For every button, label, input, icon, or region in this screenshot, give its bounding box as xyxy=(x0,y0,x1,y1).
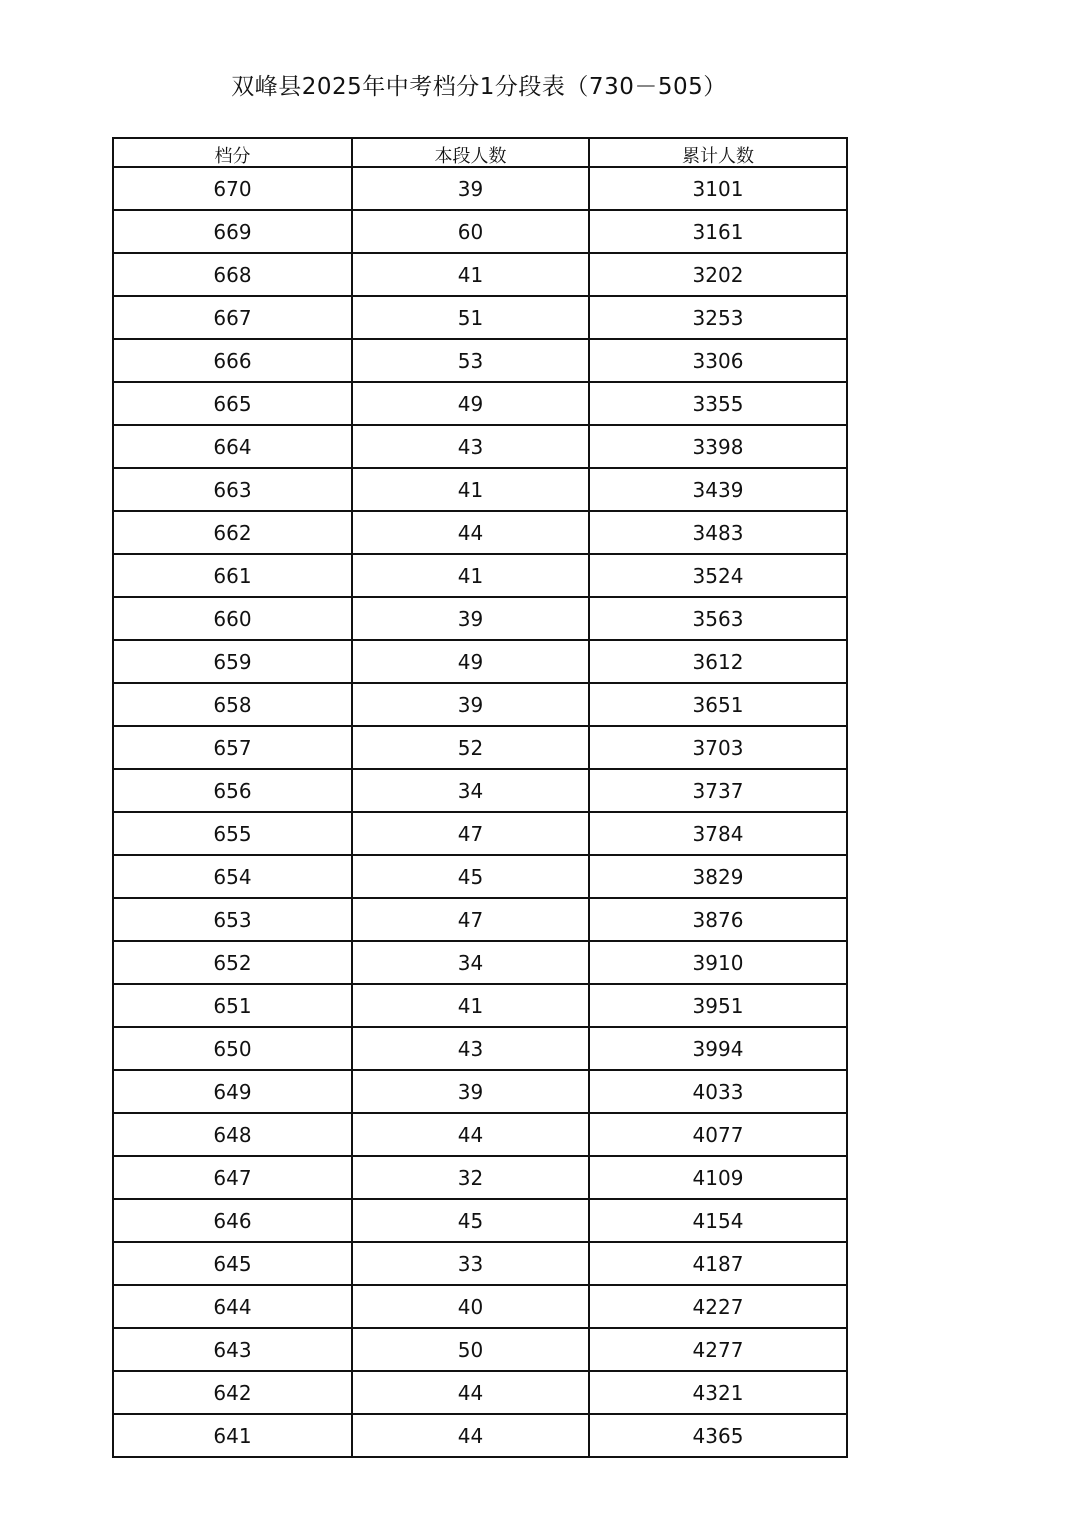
cumulative-cell: 3612 xyxy=(589,640,847,683)
count-cell: 53 xyxy=(352,339,589,382)
table-row xyxy=(113,1070,847,1113)
cumulative-cell: 3994 xyxy=(589,1027,847,1070)
count-cell: 43 xyxy=(352,425,589,468)
count-cell: 49 xyxy=(352,382,589,425)
count-cell: 44 xyxy=(352,1371,589,1414)
cumulative-cell: 4187 xyxy=(589,1242,847,1285)
score-cell: 657 xyxy=(113,726,352,769)
table-row xyxy=(113,640,847,683)
count-cell: 39 xyxy=(352,597,589,640)
count-cell: 39 xyxy=(352,683,589,726)
score-cell: 650 xyxy=(113,1027,352,1070)
count-cell: 40 xyxy=(352,1285,589,1328)
table-row xyxy=(113,1156,847,1199)
count-cell: 44 xyxy=(352,1414,589,1457)
table-row xyxy=(113,769,847,812)
table-row xyxy=(113,511,847,554)
count-cell: 47 xyxy=(352,812,589,855)
table-row xyxy=(113,898,847,941)
column-header-count: 本段人数 xyxy=(352,138,589,167)
table-row xyxy=(113,468,847,511)
table-row xyxy=(113,339,847,382)
cumulative-cell: 3306 xyxy=(589,339,847,382)
table-row xyxy=(113,1242,847,1285)
cumulative-cell: 3876 xyxy=(589,898,847,941)
score-cell: 655 xyxy=(113,812,352,855)
table-row xyxy=(113,1027,847,1070)
table-row xyxy=(113,1113,847,1156)
table-row xyxy=(113,855,847,898)
table-row xyxy=(113,1199,847,1242)
cumulative-cell: 3253 xyxy=(589,296,847,339)
cumulative-cell: 4365 xyxy=(589,1414,847,1457)
table-row xyxy=(113,812,847,855)
cumulative-cell: 3161 xyxy=(589,210,847,253)
score-cell: 642 xyxy=(113,1371,352,1414)
score-cell: 645 xyxy=(113,1242,352,1285)
count-cell: 47 xyxy=(352,898,589,941)
count-cell: 39 xyxy=(352,167,589,210)
table-row xyxy=(113,425,847,468)
count-cell: 45 xyxy=(352,855,589,898)
table-row xyxy=(113,382,847,425)
table-row xyxy=(113,253,847,296)
score-cell: 660 xyxy=(113,597,352,640)
table-row xyxy=(113,1414,847,1457)
page-title: 双峰县2025年中考档分1分段表（730－505） xyxy=(231,74,727,100)
count-cell: 33 xyxy=(352,1242,589,1285)
score-cell: 651 xyxy=(113,984,352,1027)
cumulative-cell: 3355 xyxy=(589,382,847,425)
count-cell: 41 xyxy=(352,554,589,597)
table-row xyxy=(113,554,847,597)
score-cell: 641 xyxy=(113,1414,352,1457)
table-row xyxy=(113,296,847,339)
table-row xyxy=(113,683,847,726)
count-cell: 32 xyxy=(352,1156,589,1199)
score-cell: 661 xyxy=(113,554,352,597)
cumulative-cell: 3398 xyxy=(589,425,847,468)
table-row xyxy=(113,1328,847,1371)
cumulative-cell: 4077 xyxy=(589,1113,847,1156)
table-row xyxy=(113,597,847,640)
count-cell: 49 xyxy=(352,640,589,683)
cumulative-cell: 3910 xyxy=(589,941,847,984)
cumulative-cell: 3101 xyxy=(589,167,847,210)
cumulative-cell: 4227 xyxy=(589,1285,847,1328)
cumulative-cell: 3483 xyxy=(589,511,847,554)
score-cell: 666 xyxy=(113,339,352,382)
score-cell: 656 xyxy=(113,769,352,812)
score-cell: 653 xyxy=(113,898,352,941)
count-cell: 60 xyxy=(352,210,589,253)
cumulative-cell: 4321 xyxy=(589,1371,847,1414)
cumulative-cell: 4109 xyxy=(589,1156,847,1199)
table-row xyxy=(113,984,847,1027)
cumulative-cell: 3703 xyxy=(589,726,847,769)
count-cell: 50 xyxy=(352,1328,589,1371)
count-cell: 52 xyxy=(352,726,589,769)
score-cell: 654 xyxy=(113,855,352,898)
cumulative-cell: 3829 xyxy=(589,855,847,898)
table-row xyxy=(113,1371,847,1414)
score-distribution-table xyxy=(112,137,848,1458)
table-header xyxy=(113,138,847,167)
cumulative-cell: 3951 xyxy=(589,984,847,1027)
table-row xyxy=(113,167,847,210)
count-cell: 34 xyxy=(352,769,589,812)
table-body xyxy=(113,167,847,1457)
score-cell: 643 xyxy=(113,1328,352,1371)
cumulative-cell: 3737 xyxy=(589,769,847,812)
table-row xyxy=(113,726,847,769)
count-cell: 41 xyxy=(352,984,589,1027)
count-cell: 51 xyxy=(352,296,589,339)
count-cell: 44 xyxy=(352,1113,589,1156)
score-cell: 663 xyxy=(113,468,352,511)
score-cell: 665 xyxy=(113,382,352,425)
score-cell: 658 xyxy=(113,683,352,726)
count-cell: 45 xyxy=(352,1199,589,1242)
cumulative-cell: 3202 xyxy=(589,253,847,296)
header-row xyxy=(113,138,847,167)
score-cell: 646 xyxy=(113,1199,352,1242)
column-header-score: 档分 xyxy=(113,138,352,167)
score-cell: 662 xyxy=(113,511,352,554)
count-cell: 34 xyxy=(352,941,589,984)
score-cell: 649 xyxy=(113,1070,352,1113)
score-cell: 668 xyxy=(113,253,352,296)
table-row xyxy=(113,210,847,253)
cumulative-cell: 3439 xyxy=(589,468,847,511)
score-cell: 664 xyxy=(113,425,352,468)
score-cell: 667 xyxy=(113,296,352,339)
cumulative-cell: 3784 xyxy=(589,812,847,855)
cumulative-cell: 4154 xyxy=(589,1199,847,1242)
cumulative-cell: 3563 xyxy=(589,597,847,640)
score-cell: 670 xyxy=(113,167,352,210)
cumulative-cell: 4033 xyxy=(589,1070,847,1113)
score-cell: 648 xyxy=(113,1113,352,1156)
score-cell: 644 xyxy=(113,1285,352,1328)
count-cell: 41 xyxy=(352,253,589,296)
score-cell: 647 xyxy=(113,1156,352,1199)
score-cell: 669 xyxy=(113,210,352,253)
score-cell: 659 xyxy=(113,640,352,683)
cumulative-cell: 4277 xyxy=(589,1328,847,1371)
cumulative-cell: 3651 xyxy=(589,683,847,726)
score-cell: 652 xyxy=(113,941,352,984)
table-row xyxy=(113,1285,847,1328)
count-cell: 39 xyxy=(352,1070,589,1113)
table-row xyxy=(113,941,847,984)
cumulative-cell: 3524 xyxy=(589,554,847,597)
count-cell: 43 xyxy=(352,1027,589,1070)
count-cell: 44 xyxy=(352,511,589,554)
count-cell: 41 xyxy=(352,468,589,511)
column-header-cumulative: 累计人数 xyxy=(589,138,847,167)
